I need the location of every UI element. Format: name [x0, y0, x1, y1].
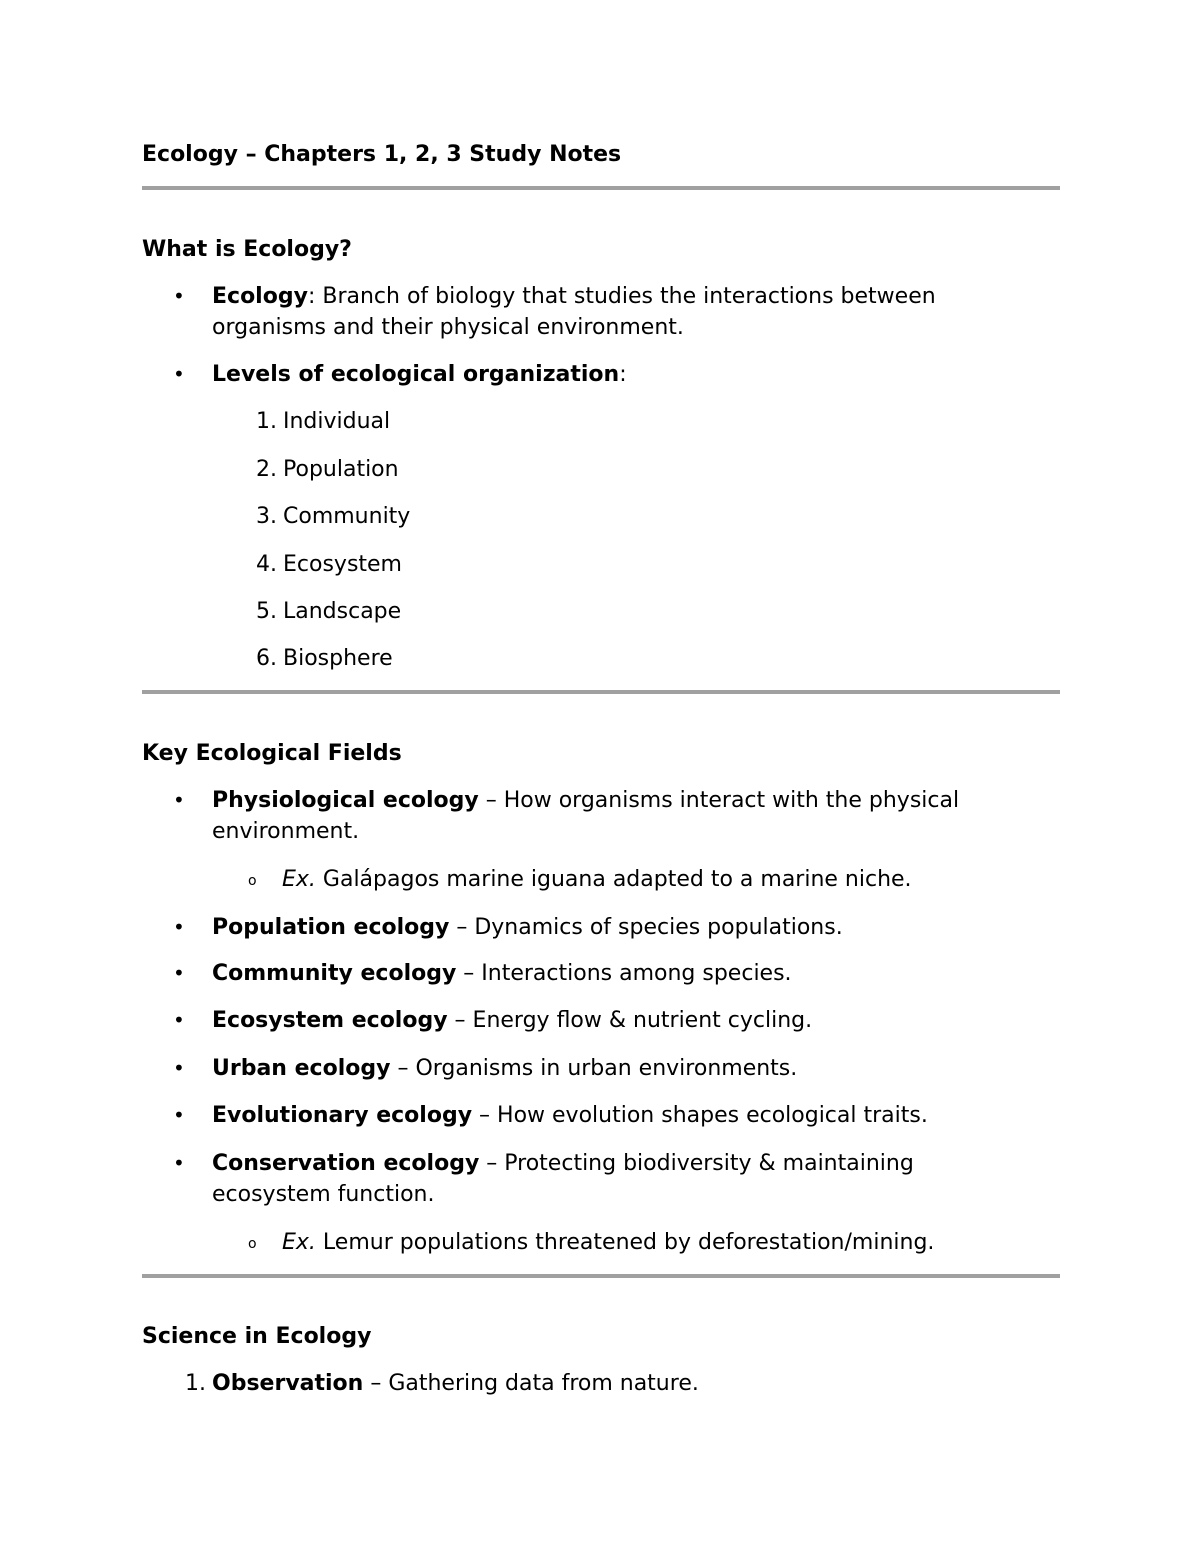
bullet-icon: •	[173, 362, 185, 386]
sub-bullet-icon: o	[248, 873, 257, 889]
term: Population ecology	[212, 915, 450, 940]
divider	[142, 1274, 1060, 1278]
term: Observation	[212, 1371, 364, 1396]
term: Physiological ecology	[212, 788, 479, 813]
section-heading-what-is-ecology: What is Ecology?	[142, 237, 352, 262]
bullet-icon: •	[173, 1008, 185, 1032]
example-item: o Ex. Lemur populations threatened by deforestation/mining.	[282, 1227, 1042, 1258]
level-item: 5. Landscape	[256, 599, 402, 624]
list-item-observation: 1. Observation – Gathering data from nature.	[185, 1371, 699, 1396]
term: Ecology	[212, 284, 308, 309]
list-item-community-ecology: • Community ecology – Interactions among species.	[212, 958, 1032, 989]
level-item: 4. Ecosystem	[256, 552, 402, 577]
level-item: 6. Biosphere	[256, 646, 393, 671]
section-heading-key-fields: Key Ecological Fields	[142, 741, 402, 766]
list-item-population-ecology: • Population ecology – Dynamics of species populations.	[212, 912, 1032, 943]
list-item-evolutionary-ecology: • Evolutionary ecology – How evolution shapes ecological traits.	[212, 1100, 1032, 1131]
term: Levels of ecological organization	[212, 362, 620, 387]
term: Conservation ecology	[212, 1151, 480, 1176]
list-item-urban-ecology: • Urban ecology – Organisms in urban environments.	[212, 1053, 1032, 1084]
list-item-ecosystem-ecology: • Ecosystem ecology – Energy flow & nutrient cycling.	[212, 1005, 1032, 1036]
bullet-icon: •	[173, 1103, 185, 1127]
bullet-icon: •	[173, 788, 185, 812]
level-item: 3. Community	[256, 504, 411, 529]
list-item-physiological-ecology: • Physiological ecology – How organisms interact with the physical environment.	[212, 785, 1032, 847]
bullet-icon: •	[173, 1151, 185, 1175]
term: Ecosystem ecology	[212, 1008, 448, 1033]
divider	[142, 186, 1060, 190]
term: Evolutionary ecology	[212, 1103, 473, 1128]
term: Community ecology	[212, 961, 457, 986]
list-item-conservation-ecology: • Conservation ecology – Protecting biodiversity & maintaining ecosystem function.	[212, 1148, 1032, 1210]
section-heading-science-in-ecology: Science in Ecology	[142, 1324, 372, 1349]
bullet-icon: •	[173, 961, 185, 985]
document-title: Ecology – Chapters 1, 2, 3 Study Notes	[142, 142, 622, 167]
bullet-icon: •	[173, 915, 185, 939]
sub-bullet-icon: o	[248, 1236, 257, 1252]
level-item: 2. Population	[256, 457, 399, 482]
bullet-icon: •	[173, 1056, 185, 1080]
divider	[142, 690, 1060, 694]
definition: Branch of biology that studies the interactions between organisms and their physical environment.	[212, 284, 936, 340]
level-item: 1. Individual	[256, 409, 391, 434]
term: Urban ecology	[212, 1056, 391, 1081]
example-item: o Ex. Galápagos marine iguana adapted to a marine niche.	[282, 864, 1042, 895]
list-item-ecology-definition: • Ecology: Branch of biology that studies the interactions between organisms and their physical environment.	[212, 281, 1032, 343]
bullet-icon: •	[173, 284, 185, 308]
list-item-levels: • Levels of ecological organization:	[212, 359, 1032, 390]
